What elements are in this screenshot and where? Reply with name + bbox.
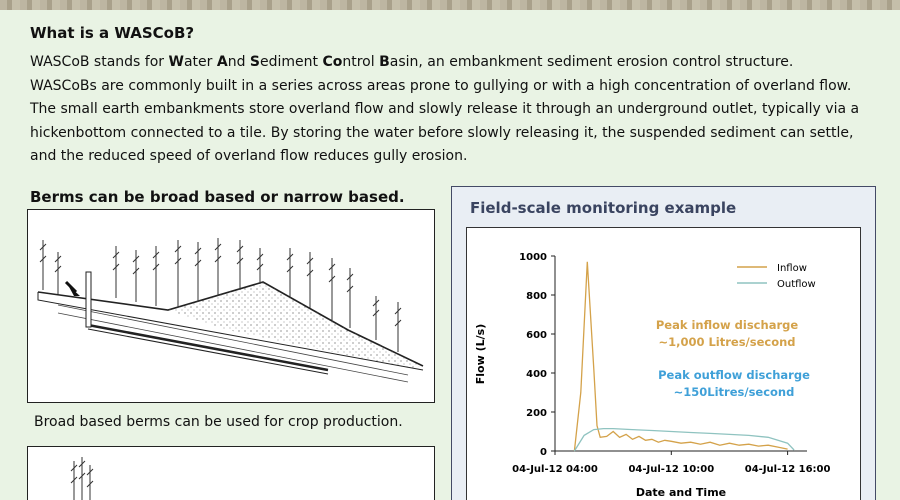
berms-heading: Berms can be broad based or narrow based.: [30, 188, 405, 206]
y-tick-label-3: 600: [526, 330, 547, 341]
broad-berm-caption: Broad based berms can be used for crop production.: [34, 414, 403, 430]
flow-chart: [466, 227, 861, 500]
y-tick-label-0: 0: [540, 447, 547, 458]
intro-paragraph: WASCoB stands for Water And Sediment Control Basin, an embankment sediment erosion control structure. WASCoBs are commonly built in a series across areas prone to gullying or with a high concentration of overland flow. The small earth embankments store overland flow and slowly release it through an underground outlet, typically via a hickenbottom connected to a tile. By storing the water before slowly releasing it, the suspended sediment can settle, and the reduced speed of overland flow reduces gully erosion.: [30, 54, 860, 164]
broad-berm-illustration: [27, 209, 435, 403]
inflow-line: [574, 262, 787, 451]
annotation-inflow-line2: ~1,000 Litres/second: [658, 335, 796, 349]
legend-outflow-label: Outflow: [777, 279, 816, 290]
section-heading: What is a WASCoB?: [30, 24, 195, 42]
legend-inflow-label: Inflow: [777, 263, 807, 274]
annotation-inflow-line1: Peak inflow discharge: [655, 318, 799, 332]
y-axis-label: Flow (L/s): [474, 323, 487, 385]
outflow-line: [574, 429, 794, 451]
y-tick-label-5: 1000: [519, 252, 547, 263]
flow-chart-svg: [467, 228, 860, 500]
x-tick-label-2: 04-Jul-12 16:00: [744, 464, 831, 475]
x-tick-label-0: 04-Jul-12 04:00: [512, 464, 598, 475]
annotation-outflow-line1: Peak outflow discharge: [658, 368, 810, 382]
y-tick-label-2: 400: [526, 369, 547, 380]
top-image-strip: [0, 0, 900, 10]
y-tick-label-4: 800: [526, 291, 547, 302]
narrow-berm-illustration: [27, 446, 435, 500]
annotation-outflow-line2: ~150Litres/second: [673, 385, 795, 399]
monitoring-panel: [451, 186, 876, 500]
x-axis-label: Date and Time: [635, 486, 727, 499]
x-tick-label-1: 04-Jul-12 10:00: [628, 464, 715, 475]
y-tick-label-1: 200: [526, 408, 547, 419]
monitoring-title: Field-scale monitoring example: [470, 199, 737, 217]
